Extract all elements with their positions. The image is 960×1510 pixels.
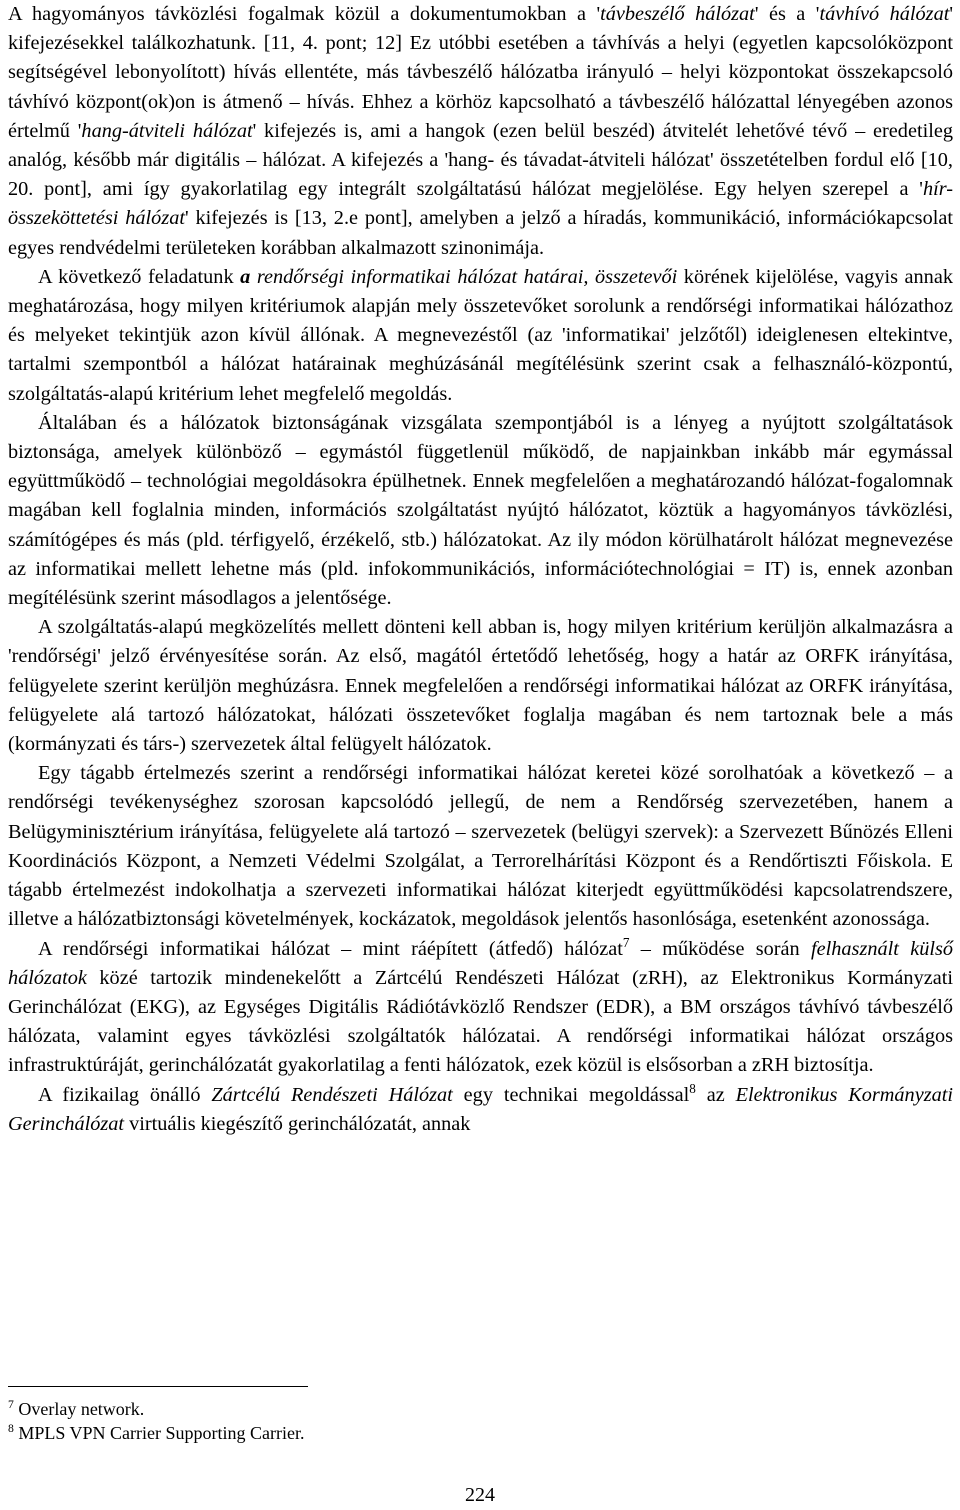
document-body — [8, 0, 953, 1139]
footnote-number: 7 — [8, 1398, 14, 1411]
footnote-8 — [8, 1421, 953, 1445]
page-number: 224 — [465, 1484, 495, 1506]
paragraph-5: Egy tágabb értelmezés szerint a rendőrségi informatikai hálózat keretei közé sorolhatóak a következő – a rendőrségi tevékenységhez szorosan kapcsolódó jellegű, de nem a Rendőrség szervezetében, hanem a Belügyminisztérium irányítása, felügyelete alá tartozó – szervezetek (belügyi szervek): a Szervezett Bűnözés Elleni Koordinációs Központ, a Nemzeti Védelmi Szolgálat, a Terrorelhárítási Központ és a Rendőrtiszti Főiskola. E tágabb értelmezést indokolhatja a szervezeti informatikai hálózat kiterjedt együttműködési kapcsolatrendszere, illetve a hálózatbiztonsági követelmények, kockázatok, megoldások jelentős hasonlósága, esetenként azonossága. — [8, 762, 953, 931]
footnote-text: Overlay network. — [18, 1399, 145, 1419]
footnote-text: MPLS VPN Carrier Supporting Carrier. — [18, 1423, 305, 1443]
paragraph-6: A rendőrségi informatikai hálózat – mint ráépített (átfedő) hálózat$^7$ – működése során felhasznált külső hálózatok közé tartozik mindenekelőtt a Zártcélú Rendészeti Hálózat (zRH), az Elektronikus Kormányzati Gerinchálózat (EKG), az Egységes Digitális Rádiótávközlő Rendszer (EDR), a BM országos távhívó távbeszélő hálózata, valamint egyes távközlési szolgáltatók hálózatai. A rendőrségi informatikai hálózat országos infrastruktúráját, gerinchálózatát gyakorlatilag a fenti hálózatok, ezek közül is elsősorban a zRH biztosítja. — [8, 934, 954, 1077]
paragraph-7: A fizikailag önálló Zártcélú Rendészeti Hálózat egy technikai megoldással$^8$ az Elektronikus Kormányzati Gerinchálózat virtuális kiegészítő gerinchálózatát, annak — [8, 1080, 953, 1135]
footnote-number: 8 — [8, 1422, 14, 1435]
paragraph-1: A hagyományos távközlési fogalmak közül a dokumentumokban a 'távbeszélő hálózat' és a 'távhívó hálózat' kifejezésekkel találkozhatunk. [11, 4. pont; 12] Ez utóbbi esetében a távhívás a helyi (egyetlen kapcsolóközpont segítségével lebonyolított) hívás ellentéte, más távbeszélő hálózatba irányuló – helyi központokat összekapcsoló távhívó központ(ok)on is átmenő – hívás. Ehhez a körhöz kapcsolható a távbeszélő hálózattal lényegében azonos értelmű 'hang-átviteli hálózat' kifejezés is, ami a hangok (ezen belül beszéd) átvitelét lehetővé tévő – eredetileg analóg, később már digitális – hálózat. A kifejezés a 'hang- és távadat-átviteli hálózat' összetételben fordul elő [10, 20. pont], ami így gyakorlatilag egy integrált szolgáltatású hálózat megjelölése. Egy helyen szerepel a 'hír-összeköttetési hálózat' kifejezés is [13, 2.e pont], amelyben a jelző a híradás, kommunikáció, információkapcsolat egyes rendvédelmi területeken korábban alkalmazott szinonimája. — [8, 3, 954, 259]
footnotes — [8, 1386, 953, 1445]
footnote-divider — [8, 1386, 308, 1387]
footnote-ref-7[interactable]: 7 — [622, 934, 630, 950]
footnote-7 — [8, 1397, 953, 1421]
paragraph-3: Általában és a hálózatok biztonságának vizsgálata szempontjából is a lényeg a nyújtott szolgáltatások biztonsága, amelyek különböző – egymástól függetlenül működő, de napjainkban inkább már egymással együttműködő – technológiai megoldásokra épülhetnek. Ennek megfelelően a meghatározandó hálózat-fogalomnak magában kell foglalnia minden, információs szolgáltatást nyújtó hálózatot, köztük a hagyományos távközlési, számítógépes és más (pld. térfigyelő, érzékelő, stb.) hálózatokat. Az ily módon körülhatárolt hálózat megnevezése az informatikai mellett lehetne más (pld. infokommunikációs, információtechnológiai = IT) is, ennek azonban megítélésünk szerint másodlagos a jelentősége. — [8, 411, 953, 610]
footnote-ref-8[interactable]: 8 — [689, 1080, 696, 1096]
paragraph-4: A szolgáltatás-alapú megközelítés mellett dönteni kell abban is, hogy milyen kritérium kerüljön alkalmazásra a 'rendőrségi' jelző érvényesítése során. Az első, magától értetődő lehetőség, hogy a határ az ORFK irányítása, felügyelete szerint kerüljön meghúzásra. Ennek megfelelően a rendőrségi informatikai hálózat az ORFK irányítása, felügyelete alá tartozó hálózatokat, hálózati összetevőket foglalja magában és nem tartoznak bele a más (kormányzati és társ-) szervezetek által felügyelt hálózatok. — [8, 616, 953, 756]
paragraph-2: A következő feladatunk a rendőrségi informatikai hálózat határai, összetevői körének kijelölése, vagyis annak meghatározása, hogy milyen kritériumok alapján mely összetevőket sorolunk a rendőrségi informatikai hálózathoz és melyeket tekintjük azon kívül állónak. A megnevezéstől (az 'informatikai' jelzőtől) ideiglenesen eltekintve, tartalmi szempontból a hálózat határainak meghúzásánál megítélésünk szerint csak a felhasználó-központú, szolgáltatás-alapú kritérium lehet megfelelő megoldás. — [8, 265, 953, 405]
